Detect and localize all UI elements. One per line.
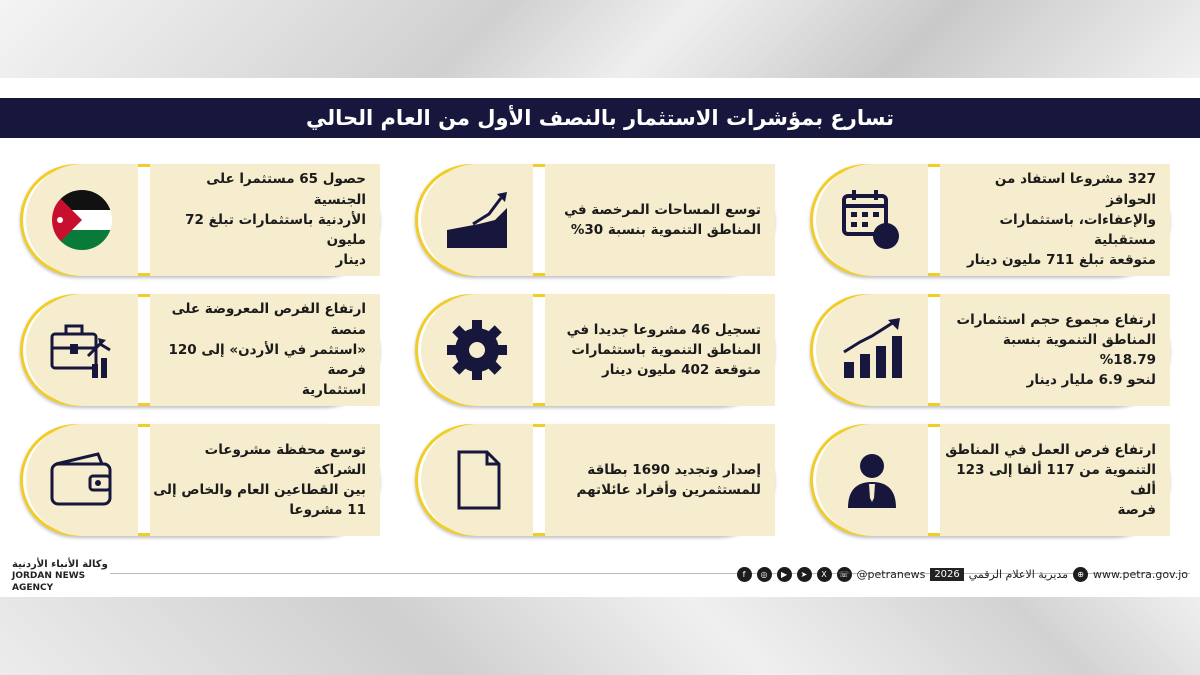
whatsapp-icon[interactable]: ☏ [837, 567, 852, 582]
document-icon [443, 446, 511, 514]
department-name: مديرية الاعلام الرقمي [968, 567, 1069, 581]
jordan-flag-icon [48, 186, 116, 254]
agency-logo [12, 558, 112, 594]
year-badge: 2026 [930, 568, 963, 581]
card-investment-volume [810, 294, 1170, 406]
telegram-icon[interactable]: ➤ [797, 567, 812, 582]
card-incentives [810, 164, 1170, 276]
briefcase-growth-icon [48, 316, 116, 384]
agency-name-english: JORDAN NEWS AGENCY [12, 571, 86, 593]
wallet-icon [48, 446, 116, 514]
card-text: توسع المساحات المرخصة في المناطق التنموية بنسبة 30% [564, 201, 761, 238]
card-jobs [810, 424, 1170, 536]
person-icon [838, 446, 906, 514]
calendar-clock-icon [838, 186, 906, 254]
card-text: تسجيل 46 مشروعا جديدا في المناطق التنموية باستثمارات متوقعة 402 مليون دينار [566, 321, 761, 379]
globe-icon: ⊕ [1073, 567, 1088, 582]
facebook-icon[interactable]: f [737, 567, 752, 582]
x-icon[interactable]: X [817, 567, 832, 582]
background-top [0, 0, 1200, 78]
background-bottom [0, 597, 1200, 675]
footer-links [737, 566, 1188, 582]
title-bar [0, 98, 1200, 138]
card-citizenship [20, 164, 380, 276]
instagram-icon[interactable]: ◎ [757, 567, 772, 582]
card-opportunities [20, 294, 380, 406]
card-text: 327 مشروعا استفاد من الحوافز والإعفاءات، باستثمارات مستقبلية متوقعة تبلغ 711 مليون دينار [966, 171, 1156, 269]
card-text: توسع محفظة مشروعات الشراكة بين القطاعين العام والخاص إلى 11 مشروعا [153, 441, 366, 519]
card-text: حصول 65 مستثمرا على الجنسية الأردنية باستثمارات تبلغ 72 مليون دينار [185, 171, 366, 269]
bar-chart-growth-icon [838, 316, 906, 384]
card-licensed-areas [415, 164, 775, 276]
gear-icon [443, 316, 511, 384]
card-text: إصدار وتجديد 1690 بطاقة للمستثمرين وأفراد عائلاتهم [576, 461, 761, 498]
card-partnership [20, 424, 380, 536]
agency-name-arabic: وكالة الأنباء الأردنية [12, 559, 108, 570]
card-text: ارتفاع مجموع حجم استثمارات المناطق التنموية بنسبة 18.79% لنحو 6.9 مليار دينار [956, 311, 1156, 389]
twitter-handle[interactable]: @petranews [856, 567, 926, 581]
card-new-projects [415, 294, 775, 406]
card-cards-issued [415, 424, 775, 536]
page-title: تسارع بمؤشرات الاستثمار بالنصف الأول من العام الحالي [306, 106, 894, 130]
card-text: ارتفاع الفرص المعروضة على منصة «استثمر في الأردن» إلى 120 فرصة استثمارية [168, 301, 366, 399]
website-link[interactable]: www.petra.gov.jo [1093, 567, 1188, 581]
youtube-icon[interactable]: ▶ [777, 567, 792, 582]
growing-land-icon [443, 186, 511, 254]
card-text: ارتفاع فرص العمل في المناطق التنموية من 117 ألفا إلى 123 ألف فرصة [945, 441, 1156, 519]
